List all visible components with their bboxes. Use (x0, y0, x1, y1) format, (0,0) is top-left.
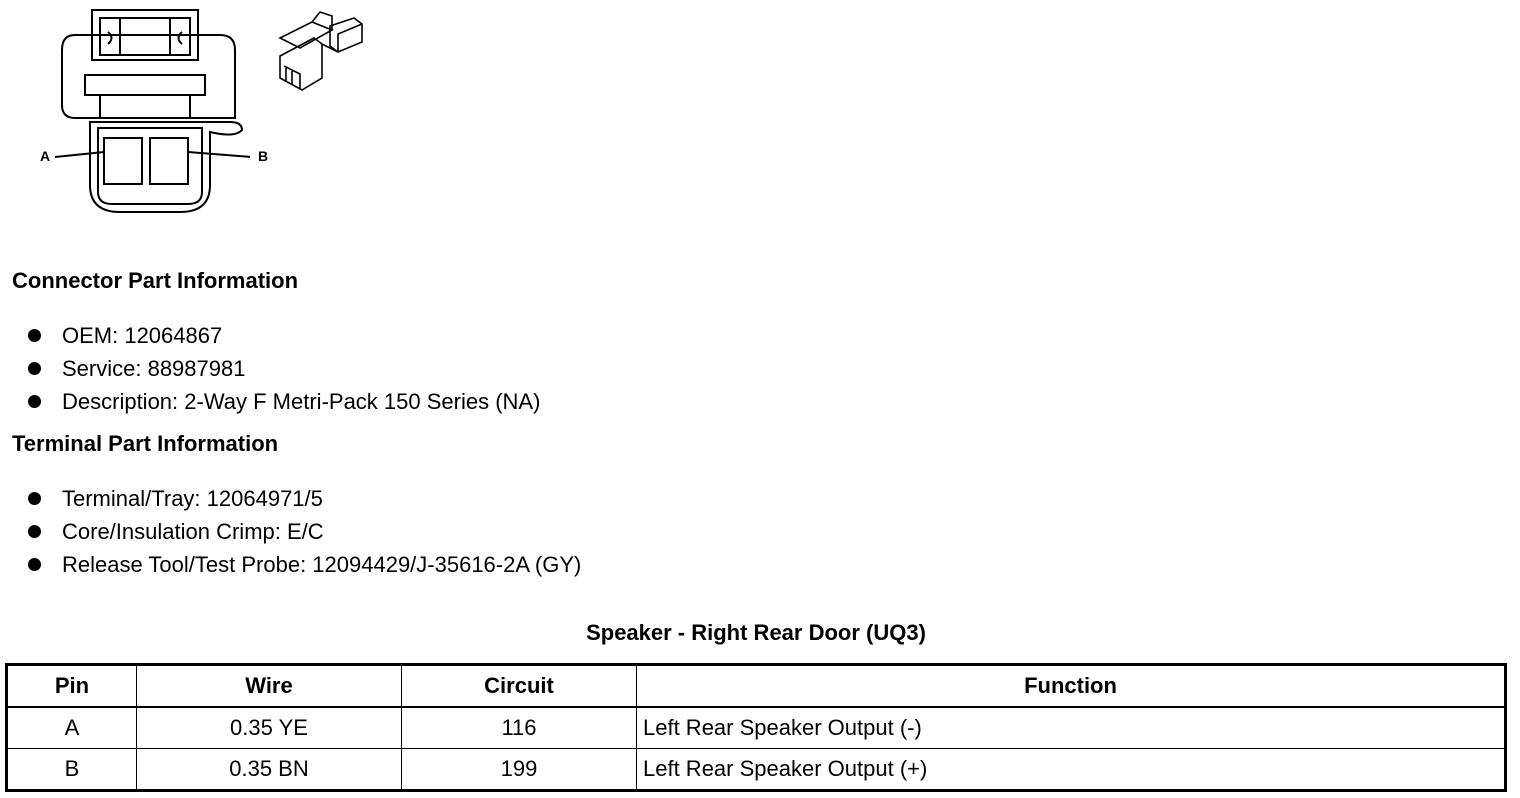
cell-circuit: 116 (402, 707, 637, 749)
connector-3d-illustration (272, 8, 368, 98)
cell-function: Left Rear Speaker Output (+) (637, 749, 1506, 791)
terminal-part-info-heading: Terminal Part Information (12, 431, 279, 456)
cell-pin: B (7, 749, 137, 791)
list-item-crimp: Core/Insulation Crimp: E/C (28, 515, 581, 548)
pin-b-label: B (258, 148, 269, 164)
cell-circuit: 199 (402, 749, 637, 791)
cell-function: Left Rear Speaker Output (-) (637, 707, 1506, 749)
list-item-service: Service: 88987981 (28, 352, 540, 385)
header-pin: Pin (7, 665, 137, 708)
cell-pin: A (7, 707, 137, 749)
table-row (7, 749, 1506, 791)
header-circuit: Circuit (402, 665, 637, 708)
list-item-oem: OEM: 12064867 (28, 319, 540, 352)
header-wire: Wire (137, 665, 402, 708)
list-item-description: Description: 2-Way F Metri-Pack 150 Series (NA) (28, 385, 540, 418)
terminal-part-info-list (28, 482, 581, 581)
connector-face-diagram (30, 0, 250, 225)
cell-wire: 0.35 BN (137, 749, 402, 791)
table-header-row (7, 665, 1506, 708)
connector-part-info-heading: Connector Part Information (12, 268, 299, 293)
connector-part-info-list (28, 319, 540, 418)
list-item-terminal-tray: Terminal/Tray: 12064971/5 (28, 482, 581, 515)
pinout-table (5, 663, 1507, 792)
pin-a-label: A (40, 148, 51, 164)
table-title: Speaker - Right Rear Door (UQ3) (586, 620, 926, 645)
table-row (7, 707, 1506, 749)
header-function: Function (637, 665, 1506, 708)
list-item-release-tool: Release Tool/Test Probe: 12094429/J-35616-2A (GY) (28, 548, 581, 581)
cell-wire: 0.35 YE (137, 707, 402, 749)
